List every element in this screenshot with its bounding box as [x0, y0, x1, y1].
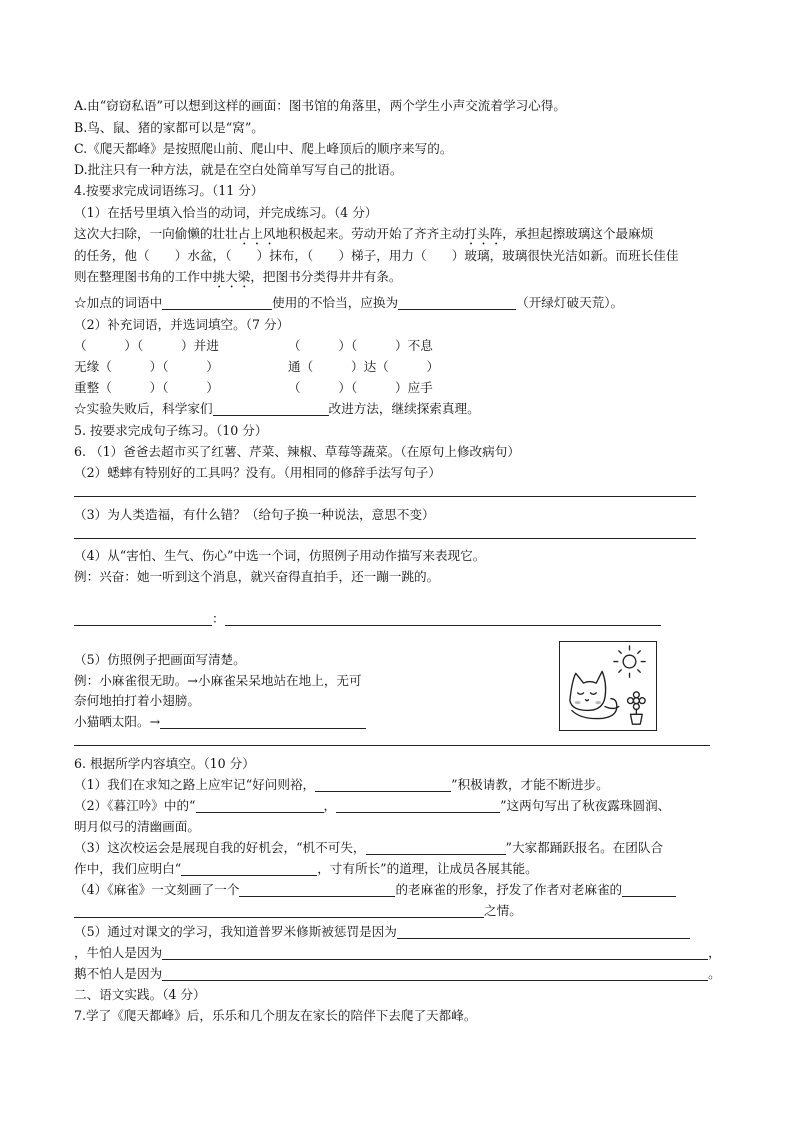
- q3-option-a: A.由“窃窃私语”可以想到这样的画面：图书馆的角落里，两个学生小声交流着学习心得。: [74, 98, 566, 113]
- fill-text: ”大家都踊跃报名。在团队合: [505, 840, 664, 855]
- q5-sentence-5-example-1: 例：小麻雀很无助。→小麻雀呆呆地站在地上，无可: [74, 673, 362, 688]
- q4-star2: [74, 399, 480, 419]
- star1-text: （开绿灯破天荒）。: [516, 295, 624, 310]
- q6-fill-4-cont: [74, 901, 522, 921]
- answer-blank[interactable]: [366, 840, 506, 855]
- passage-text: 则在整理图书角的工作中: [74, 269, 213, 284]
- flower-pot-icon: [630, 714, 642, 724]
- q5-sentence-5-task: [74, 712, 366, 732]
- q3-option-d: D.批注只有一种方法，就是在空白处简单写写自己的批语。: [74, 162, 403, 177]
- q6-fill-2: [74, 796, 670, 816]
- q4-passage-line2: 的任务，他（ ）水盆，（ ）抹布，（ ）梯子，用力（ ）玻璃，玻璃很快光洁如新。而班长佳佳: [74, 248, 679, 263]
- fill-text: 。: [708, 966, 721, 981]
- passage-text: ，把图书分类得井井有条。: [250, 269, 402, 284]
- passage-text: ，承担起擦玻璃这个最麻烦: [502, 226, 654, 241]
- star2-text: ☆实验失败后，科学家们: [74, 401, 213, 416]
- q5-sentence-4: （4）从“害怕、生气、伤心”中选一个词，仿照例子用动作描写来表现它。: [74, 548, 486, 563]
- q6-fill-4: [74, 880, 676, 900]
- task-text: 小猫晒太阳。→: [74, 714, 161, 729]
- answer-blank[interactable]: [213, 401, 329, 416]
- q4-part2-title: （2）补充词语，并选词填空。（7 分）: [74, 317, 290, 332]
- q5-sentence-5-example-2: 奈何地拍打着小翅膀。: [74, 693, 200, 708]
- q6-title: 6. 根据所学内容填空。（10 分）: [74, 756, 255, 771]
- answer-blank[interactable]: [196, 798, 324, 813]
- q5-sentence-5: （5）仿照例子把画面写清楚。: [74, 652, 246, 667]
- q4-passage-line3: [74, 267, 401, 291]
- q4-title: 4.按要求完成词语练习。（11 分）: [74, 183, 264, 198]
- colon: ：: [212, 611, 225, 626]
- dotted-word: 打头阵: [464, 226, 503, 241]
- q3-option-c: C.《爬天都峰》是按照爬山前、爬山中、爬上峰顶后的顺序来写的。: [74, 141, 453, 156]
- dotted-word: 占上风: [237, 226, 276, 241]
- answer-blank[interactable]: [622, 882, 676, 897]
- q4-part1-title: （1）在括号里填入恰当的动词，并完成练习。（4 分）: [74, 205, 378, 220]
- idiom-blank[interactable]: 重整（ ）（ ）: [74, 380, 219, 395]
- fill-text: 之情。: [484, 903, 522, 918]
- sun-icon: [623, 655, 636, 668]
- answer-blank[interactable]: [181, 861, 317, 876]
- emotion-word-blank[interactable]: [74, 611, 212, 626]
- answer-line[interactable]: [74, 496, 696, 497]
- fill-text: ”积极请教，才能不断进步。: [451, 777, 609, 792]
- idiom-row-2: [74, 357, 494, 377]
- q4-passage-line1: [74, 224, 653, 248]
- cat-head-icon: [570, 671, 606, 710]
- flower-icon: [633, 698, 639, 704]
- fill-text: （4）《麻雀》一文刻画了一个: [74, 882, 240, 897]
- q5-sentence-4-answer: [74, 609, 661, 629]
- q5-sentence-4-example: 例：兴奋：她一听到这个消息，就兴奋得直拍手，还一蹦一跳的。: [74, 569, 440, 584]
- answer-line[interactable]: [74, 538, 696, 539]
- passage-text: 这次大扫除，一向偷懒的壮壮: [74, 226, 238, 241]
- q6-fill-2-cont: 明月似弓的清幽画面。: [74, 819, 200, 834]
- fill-text: ，: [708, 945, 721, 960]
- fill-text: （5）通过对课文的学习，我知道普罗米修斯被惩罚是因为: [74, 924, 397, 939]
- answer-blank[interactable]: [315, 777, 451, 792]
- fill-text: ，牛怕人是因为: [74, 945, 163, 960]
- answer-blank[interactable]: [398, 295, 516, 310]
- answer-blank[interactable]: [162, 966, 708, 981]
- cat-sunbathing-picture: [559, 641, 657, 731]
- fill-text: ”这两句写出了秋夜露珠圆润、: [500, 798, 671, 813]
- answer-blank[interactable]: [160, 714, 366, 729]
- passage-text: 地积极起来。劳动开始了齐齐主动: [275, 226, 465, 241]
- fill-text: 鹅不怕人是因为: [74, 966, 163, 981]
- idiom-blank[interactable]: 无缘（ ）（ ）: [74, 359, 219, 374]
- answer-blank[interactable]: [239, 882, 395, 897]
- idiom-blank[interactable]: （ ）（ ）并进: [74, 338, 219, 353]
- idiom-blank[interactable]: （ ）（ ）不息: [288, 338, 433, 353]
- answer-blank[interactable]: [162, 945, 708, 960]
- dotted-word: 挑大梁: [212, 269, 251, 284]
- idiom-blank[interactable]: 通（ ）达（ ）: [288, 359, 440, 374]
- fill-text: 的老麻雀的形象，抒发了作者对老麻雀的: [395, 882, 623, 897]
- q6-fill-5: [74, 922, 690, 942]
- star1-text: ☆加点的词语中: [74, 295, 163, 310]
- q6-fill-1: [74, 775, 609, 795]
- q5-sentence-1: 6. （1）爸爸去超市买了红薯、芹菜、辣椒、草莓等蔬菜。（在原句上修改病句）: [74, 444, 520, 459]
- q4-star1: [74, 293, 623, 313]
- idiom-row-3: [74, 378, 494, 398]
- star1-text: 使用的不恰当，应换为: [272, 295, 399, 310]
- answer-line[interactable]: [74, 745, 710, 746]
- fill-text: ，寸有所长”的道理，让成员各展其能。: [317, 861, 538, 876]
- fill-text: 作中，我们应明白“: [74, 861, 182, 876]
- idiom-blank[interactable]: （ ）（ ）应手: [288, 380, 433, 395]
- q3-option-b: B.鸟、鼠、猪的家都可以是“窝”。: [74, 120, 264, 135]
- fill-text: （2）《暮江吟》中的“: [74, 798, 196, 813]
- star2-text: 改进方法，继续探索真理。: [328, 401, 480, 416]
- fill-text: （3）这次校运会是展现自我的好机会，“机不可失，: [74, 840, 366, 855]
- cat-sun-flower-illustration: [560, 642, 656, 730]
- q6-fill-5-cont-2: [74, 964, 721, 984]
- section2-title: 二、语文实践。（4 分）: [74, 987, 206, 1002]
- q5-sentence-2: （2）蟋蟀有特别好的工具吗？没有。（用相同的修辞手法写句子）: [74, 465, 441, 480]
- q5-title: 5. 按要求完成句子练习。（10 分）: [74, 423, 268, 438]
- fill-text: ，: [323, 798, 337, 813]
- q5-sentence-3: （3）为人类造福，有什么错？（给句子换一种说法，意思不变）: [74, 507, 435, 522]
- answer-blank[interactable]: [225, 611, 661, 626]
- q6-fill-5-cont-1: [74, 943, 721, 963]
- fill-text: （1）我们在求知之路上应牢记“好问则裕，: [74, 777, 316, 792]
- q6-fill-3-cont: [74, 859, 538, 879]
- q7-text: 7.学了《爬天都峰》后，乐乐和几个朋友在家长的陪伴下去爬了天都峰。: [74, 1008, 477, 1023]
- answer-blank[interactable]: [397, 924, 690, 939]
- idiom-row-1: [74, 336, 494, 356]
- answer-blank[interactable]: [162, 295, 272, 310]
- q6-fill-3: [74, 838, 663, 858]
- answer-blank[interactable]: [336, 798, 500, 813]
- answer-blank[interactable]: [74, 903, 484, 918]
